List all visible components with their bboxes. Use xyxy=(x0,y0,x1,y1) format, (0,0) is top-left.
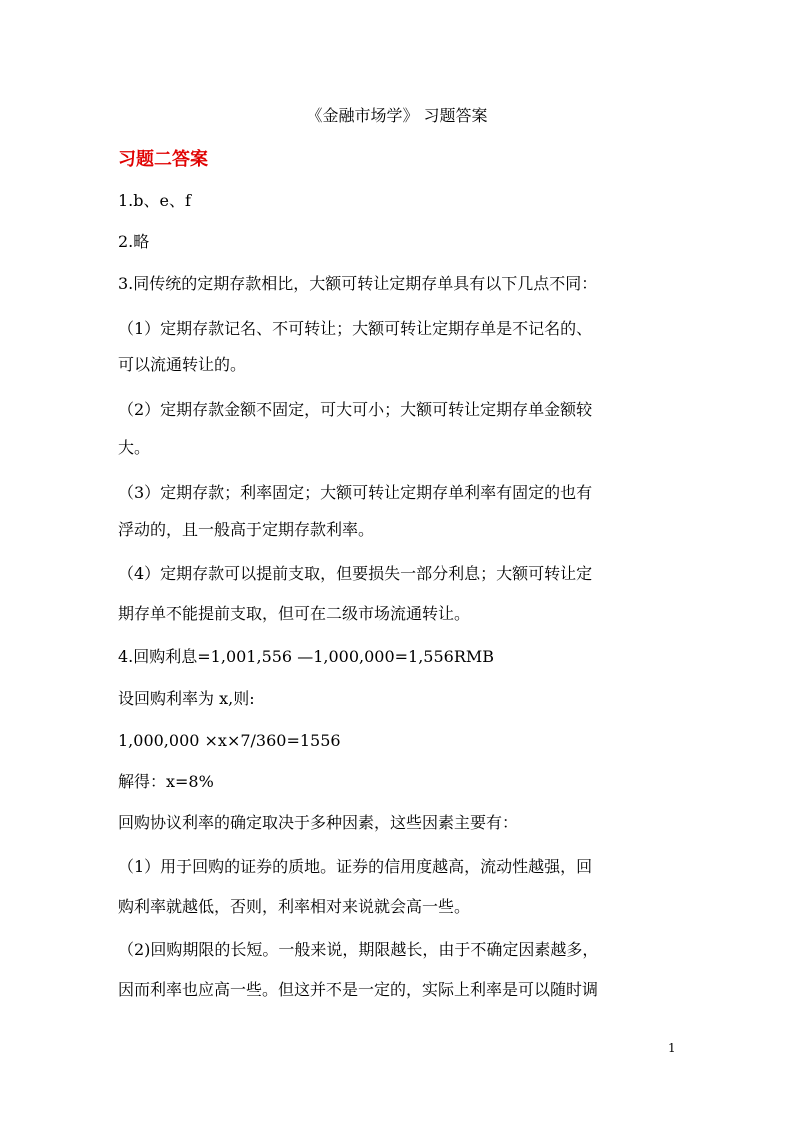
section-heading: 习题二答案 xyxy=(118,149,208,170)
answer-line: 4.回购利息=1,001,556 —1,000,000=1,556RMB xyxy=(118,647,495,666)
answer-line: 大。 xyxy=(118,438,151,457)
answer-line: （2)回购期限的长短。一般来说，期限越长，由于不确定因素越多， xyxy=(118,940,599,959)
answer-line: （4）定期存款可以提前支取，但要损失一部分利息；大额可转让定 xyxy=(118,564,593,583)
answer-line: 解得：x=8% xyxy=(118,772,214,791)
document-title: 《金融市场学》 习题答案 xyxy=(306,106,488,125)
answer-line: 1.b、e、f xyxy=(118,191,191,210)
answer-line: （3）定期存款；利率固定；大额可转让定期存单利率有固定的也有 xyxy=(118,483,593,502)
page-number: 1 xyxy=(668,1041,676,1055)
answer-line: 期存单不能提前支取，但可在二级市场流通转让。 xyxy=(118,604,471,623)
answer-line: 回购协议利率的确定取决于多种因素，这些因素主要有： xyxy=(118,813,519,832)
answer-line: （2）定期存款金额不固定，可大可小；大额可转让定期存单金额较 xyxy=(118,400,593,419)
answer-line: 1,000,000 ×x×7/360=1556 xyxy=(118,731,341,750)
answer-line: 购利率就越低，否则，利率相对来说就会高一些。 xyxy=(118,897,471,916)
answer-line: 因而利率也应高一些。但这并不是一定的，实际上利率是可以随时调 xyxy=(118,980,599,999)
answer-line: （1）定期存款记名、不可转让；大额可转让定期存单是不记名的、 xyxy=(118,319,593,338)
answer-line: （1）用于回购的证券的质地。证券的信用度越高，流动性越强，回 xyxy=(118,857,593,876)
answer-line: 可以流通转让的。 xyxy=(118,355,247,374)
answer-line: 设回购利率为 x,则: xyxy=(118,689,255,708)
answer-line: 3.同传统的定期存款相比，大额可转让定期存单具有以下几点不同： xyxy=(118,274,598,293)
answer-line: 2.略 xyxy=(118,232,150,251)
answer-line: 浮动的，且一般高于定期存款利率。 xyxy=(118,520,375,539)
